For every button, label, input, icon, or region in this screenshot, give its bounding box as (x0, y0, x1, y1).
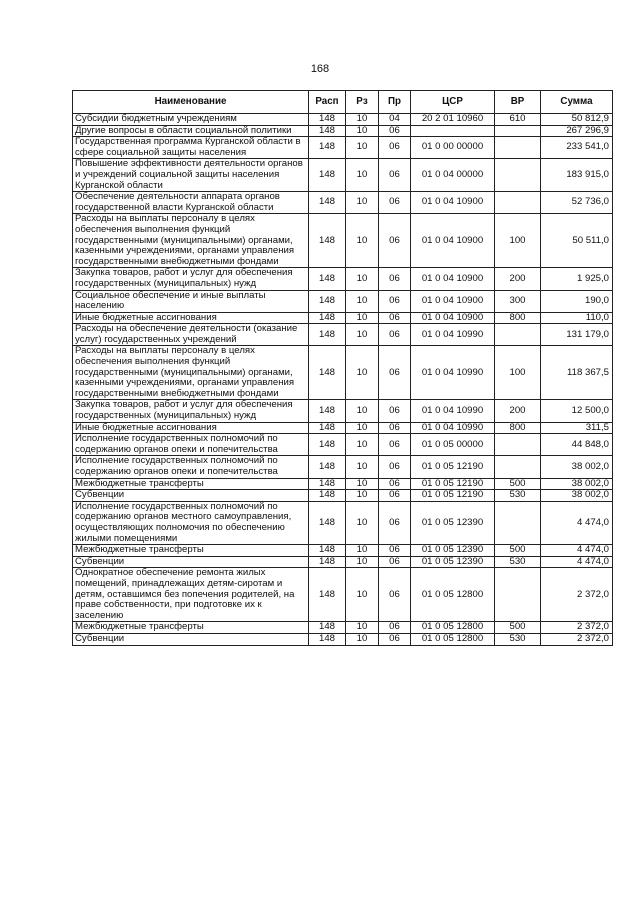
row-csr: 01 0 04 00000 (411, 159, 495, 192)
row-csr: 01 0 04 10900 (411, 192, 495, 214)
header-rz: Рз (346, 91, 379, 114)
row-sum: 12 500,0 (541, 400, 613, 422)
row-rz: 10 (346, 324, 379, 346)
table-row (73, 346, 613, 400)
row-vr: 530 (495, 633, 541, 645)
table-row (73, 159, 613, 192)
row-sum: 233 541,0 (541, 137, 613, 159)
row-vr: 610 (495, 114, 541, 126)
row-csr: 01 0 05 12190 (411, 490, 495, 502)
row-pr: 06 (379, 545, 411, 557)
table-row (73, 633, 613, 645)
row-name: Исполнение государственных полномочий по содержанию органов опеки и попечительства (73, 434, 309, 456)
row-rasp: 148 (309, 192, 346, 214)
row-rz: 10 (346, 214, 379, 268)
row-csr: 20 2 01 10960 (411, 114, 495, 126)
row-pr: 06 (379, 556, 411, 568)
row-pr: 06 (379, 125, 411, 137)
row-rasp: 148 (309, 456, 346, 478)
row-csr (411, 125, 495, 137)
row-pr: 06 (379, 312, 411, 324)
row-vr (495, 456, 541, 478)
row-sum: 267 296,9 (541, 125, 613, 137)
row-vr (495, 434, 541, 456)
row-csr: 01 0 05 00000 (411, 434, 495, 456)
page-number: 168 (310, 63, 330, 75)
row-csr: 01 0 04 10900 (411, 214, 495, 268)
row-sum: 52 736,0 (541, 192, 613, 214)
row-vr: 800 (495, 312, 541, 324)
row-vr: 300 (495, 290, 541, 312)
row-sum: 4 474,0 (541, 545, 613, 557)
table-row (73, 622, 613, 634)
row-rasp: 148 (309, 125, 346, 137)
table-row (73, 478, 613, 490)
row-pr: 06 (379, 324, 411, 346)
table-row (73, 114, 613, 126)
row-rz: 10 (346, 556, 379, 568)
row-name: Субвенции (73, 633, 309, 645)
row-rz: 10 (346, 268, 379, 290)
row-vr (495, 159, 541, 192)
row-rasp: 148 (309, 545, 346, 557)
table-row (73, 490, 613, 502)
row-rasp: 148 (309, 422, 346, 434)
row-name: Иные бюджетные ассигнования (73, 312, 309, 324)
row-name: Расходы на обеспечение деятельности (оказание услуг) государственных учреждений (73, 324, 309, 346)
row-name: Социальное обеспечение и иные выплаты населению (73, 290, 309, 312)
row-name: Межбюджетные трансферты (73, 622, 309, 634)
row-sum: 190,0 (541, 290, 613, 312)
row-name: Расходы на выплаты персоналу в целях обеспечения выполнения функций государственными (муниципальными) органами, казенными учреждениями, органами управления государственными внебюджетными фондами (73, 214, 309, 268)
row-sum: 131 179,0 (541, 324, 613, 346)
row-rz: 10 (346, 622, 379, 634)
table-row (73, 324, 613, 346)
row-pr: 06 (379, 400, 411, 422)
row-pr: 04 (379, 114, 411, 126)
row-pr: 06 (379, 568, 411, 622)
row-rz: 10 (346, 400, 379, 422)
row-pr: 06 (379, 192, 411, 214)
row-sum: 110,0 (541, 312, 613, 324)
row-pr: 06 (379, 622, 411, 634)
row-csr: 01 0 05 12190 (411, 456, 495, 478)
row-csr: 01 0 04 10990 (411, 422, 495, 434)
row-rasp: 148 (309, 633, 346, 645)
row-rz: 10 (346, 125, 379, 137)
row-pr: 06 (379, 490, 411, 502)
budget-table (72, 90, 613, 646)
table-row (73, 137, 613, 159)
row-vr (495, 137, 541, 159)
row-rz: 10 (346, 568, 379, 622)
table-row (73, 192, 613, 214)
row-rasp: 148 (309, 490, 346, 502)
row-name: Исполнение государственных полномочий по содержанию органов местного самоуправления, осуществляющих полномочия по обеспечению жилыми помещениями (73, 501, 309, 544)
row-name: Исполнение государственных полномочий по содержанию органов опеки и попечительства (73, 456, 309, 478)
row-sum: 1 925,0 (541, 268, 613, 290)
row-vr: 200 (495, 268, 541, 290)
row-rasp: 148 (309, 346, 346, 400)
row-name: Однократное обеспечение ремонта жилых помещений, принадлежащих детям-сиротам и детям, оставшимся без попечения родителей, на праве собственности, при подготовке их к заселению (73, 568, 309, 622)
row-vr (495, 568, 541, 622)
row-name: Повышение эффективности деятельности органов и учреждений социальной защиты населения Курганской области (73, 159, 309, 192)
table-row (73, 214, 613, 268)
row-rasp: 148 (309, 268, 346, 290)
row-rasp: 148 (309, 214, 346, 268)
row-rz: 10 (346, 312, 379, 324)
row-sum: 118 367,5 (541, 346, 613, 400)
table-row (73, 545, 613, 557)
row-rz: 10 (346, 159, 379, 192)
row-name: Субвенции (73, 490, 309, 502)
row-rz: 10 (346, 456, 379, 478)
table-row (73, 290, 613, 312)
row-rasp: 148 (309, 290, 346, 312)
table-header-row (73, 91, 613, 114)
row-rz: 10 (346, 346, 379, 400)
row-csr: 01 0 04 10990 (411, 346, 495, 400)
row-csr: 01 0 05 12390 (411, 556, 495, 568)
row-pr: 06 (379, 633, 411, 645)
row-sum: 2 372,0 (541, 633, 613, 645)
table-row (73, 268, 613, 290)
row-vr (495, 125, 541, 137)
row-name: Другие вопросы в области социальной политики (73, 125, 309, 137)
row-name: Закупка товаров, работ и услуг для обеспечения государственных (муниципальных) нужд (73, 268, 309, 290)
row-csr: 01 0 05 12800 (411, 622, 495, 634)
row-rasp: 148 (309, 324, 346, 346)
table-row (73, 568, 613, 622)
row-rz: 10 (346, 490, 379, 502)
row-rz: 10 (346, 192, 379, 214)
row-vr: 530 (495, 556, 541, 568)
row-name: Закупка товаров, работ и услуг для обеспечения государственных (муниципальных) нужд (73, 400, 309, 422)
row-vr: 500 (495, 478, 541, 490)
row-pr: 06 (379, 214, 411, 268)
row-rz: 10 (346, 478, 379, 490)
header-vr: ВР (495, 91, 541, 114)
row-sum: 38 002,0 (541, 490, 613, 502)
row-rasp: 148 (309, 159, 346, 192)
row-vr: 200 (495, 400, 541, 422)
row-sum: 50 511,0 (541, 214, 613, 268)
table-row (73, 556, 613, 568)
row-vr: 800 (495, 422, 541, 434)
row-pr: 06 (379, 268, 411, 290)
row-name: Иные бюджетные ассигнования (73, 422, 309, 434)
row-pr: 06 (379, 290, 411, 312)
row-csr: 01 0 05 12190 (411, 478, 495, 490)
row-rasp: 148 (309, 114, 346, 126)
row-rz: 10 (346, 137, 379, 159)
row-sum: 2 372,0 (541, 568, 613, 622)
row-vr: 100 (495, 214, 541, 268)
table-row (73, 456, 613, 478)
row-vr: 500 (495, 622, 541, 634)
table-row (73, 501, 613, 544)
row-csr: 01 0 05 12390 (411, 545, 495, 557)
row-rz: 10 (346, 434, 379, 456)
row-vr (495, 192, 541, 214)
row-rasp: 148 (309, 622, 346, 634)
row-name: Межбюджетные трансферты (73, 478, 309, 490)
row-sum: 38 002,0 (541, 478, 613, 490)
row-sum: 44 848,0 (541, 434, 613, 456)
row-vr: 100 (495, 346, 541, 400)
row-sum: 2 372,0 (541, 622, 613, 634)
row-csr: 01 0 04 10900 (411, 312, 495, 324)
row-csr: 01 0 04 10990 (411, 324, 495, 346)
row-sum: 311,5 (541, 422, 613, 434)
row-sum: 38 002,0 (541, 456, 613, 478)
header-name: Наименование (73, 91, 309, 114)
row-name: Государственная программа Курганской области в сфере социальной защиты населения (73, 137, 309, 159)
row-vr (495, 501, 541, 544)
row-sum: 183 915,0 (541, 159, 613, 192)
row-name: Межбюджетные трансферты (73, 545, 309, 557)
row-rz: 10 (346, 290, 379, 312)
row-pr: 06 (379, 346, 411, 400)
row-vr: 500 (495, 545, 541, 557)
header-csr: ЦСР (411, 91, 495, 114)
row-pr: 06 (379, 478, 411, 490)
row-name: Обеспечение деятельности аппарата органов государственной власти Курганской области (73, 192, 309, 214)
row-csr: 01 0 05 12800 (411, 633, 495, 645)
row-rasp: 148 (309, 556, 346, 568)
header-sum: Сумма (541, 91, 613, 114)
row-csr: 01 0 05 12390 (411, 501, 495, 544)
table-row (73, 125, 613, 137)
row-vr (495, 324, 541, 346)
header-pr: Пр (379, 91, 411, 114)
row-csr: 01 0 04 10900 (411, 290, 495, 312)
table-row (73, 434, 613, 456)
row-pr: 06 (379, 501, 411, 544)
row-sum: 4 474,0 (541, 556, 613, 568)
row-csr: 01 0 00 00000 (411, 137, 495, 159)
row-rz: 10 (346, 501, 379, 544)
row-rasp: 148 (309, 400, 346, 422)
row-name: Субсидии бюджетным учреждениям (73, 114, 309, 126)
table-row (73, 312, 613, 324)
row-rasp: 148 (309, 312, 346, 324)
row-pr: 06 (379, 422, 411, 434)
row-name: Расходы на выплаты персоналу в целях обеспечения выполнения функций государственными (муниципальными) органами, казенными учреждениями, органами управления государственными внебюджетными фондами (73, 346, 309, 400)
row-rasp: 148 (309, 434, 346, 456)
row-rz: 10 (346, 633, 379, 645)
table-row (73, 422, 613, 434)
row-name: Субвенции (73, 556, 309, 568)
row-rasp: 148 (309, 137, 346, 159)
row-pr: 06 (379, 434, 411, 456)
row-csr: 01 0 04 10900 (411, 268, 495, 290)
row-pr: 06 (379, 159, 411, 192)
row-pr: 06 (379, 137, 411, 159)
row-rasp: 148 (309, 501, 346, 544)
row-sum: 4 474,0 (541, 501, 613, 544)
table-row (73, 400, 613, 422)
row-pr: 06 (379, 456, 411, 478)
row-csr: 01 0 05 12800 (411, 568, 495, 622)
row-csr: 01 0 04 10990 (411, 400, 495, 422)
row-vr: 530 (495, 490, 541, 502)
header-rasp: Расп (309, 91, 346, 114)
row-rasp: 148 (309, 568, 346, 622)
row-rasp: 148 (309, 478, 346, 490)
row-rz: 10 (346, 545, 379, 557)
row-rz: 10 (346, 422, 379, 434)
row-rz: 10 (346, 114, 379, 126)
row-sum: 50 812,9 (541, 114, 613, 126)
